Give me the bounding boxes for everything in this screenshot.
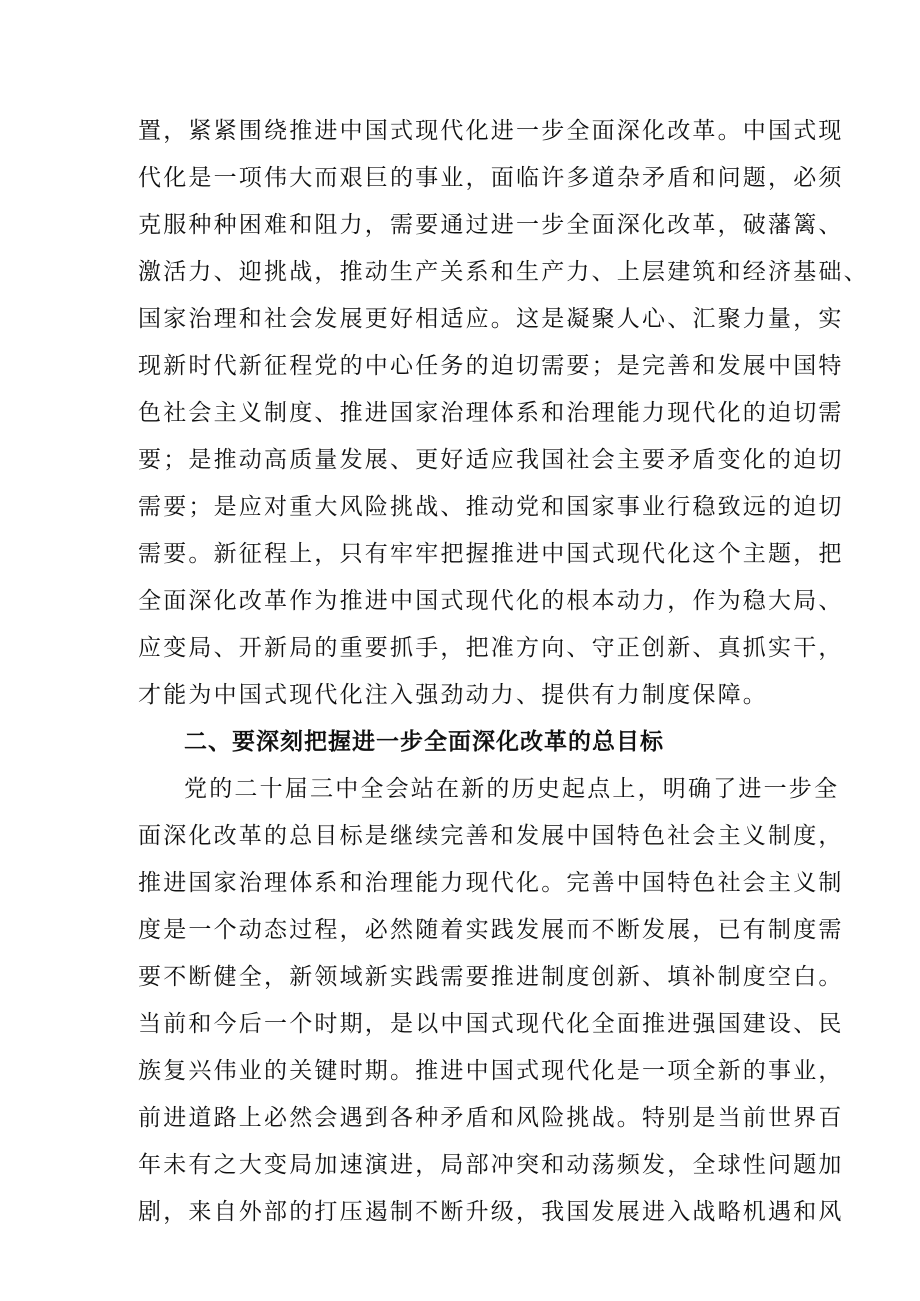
text-line: 现新时代新征程党的中心任务的迫切需要；是完善和发展中国特 xyxy=(138,353,844,379)
text-line: 克服种种困难和阻力，需要通过进一步全面深化改革，破藩篱、 xyxy=(138,212,844,238)
text-line: 激活力、迎挑战，推动生产关系和生产力、上层建筑和经济基础、 xyxy=(138,259,869,285)
text-line: 族复兴伟业的关键时期。推进中国式现代化是一项全新的事业， xyxy=(138,1058,844,1084)
text-line: 要不断健全，新领域新实践需要推进制度创新、填补制度空白。 xyxy=(138,964,844,990)
text-line: 前进道路上必然会遇到各种矛盾和风险挑战。特别是当前世界百 xyxy=(138,1105,844,1131)
text-line: 年未有之大变局加速演进，局部冲突和动荡频发，全球性问题加 xyxy=(138,1152,844,1178)
text-line: 度是一个动态过程，必然随着实践发展而不断发展，已有制度需 xyxy=(138,917,844,943)
text-line: 当前和今后一个时期，是以中国式现代化全面推进强国建设、民 xyxy=(138,1011,844,1037)
text-line: 要；是推动高质量发展、更好适应我国社会主要矛盾变化的迫切 xyxy=(138,447,844,473)
text-line: 才能为中国式现代化注入强劲动力、提供有力制度保障。 xyxy=(138,682,768,708)
text-line: 全面深化改革作为推进中国式现代化的根本动力，作为稳大局、 xyxy=(138,588,844,614)
text-line: 党的二十届三中全会站在新的历史起点上，明确了进一步全 xyxy=(184,776,840,802)
section-heading: 二、要深刻把握进一步全面深化改革的总目标 xyxy=(184,729,664,755)
text-line: 色社会主义制度、推进国家治理体系和治理能力现代化的迫切需 xyxy=(138,400,844,426)
text-line: 需要；是应对重大风险挑战、推动党和国家事业行稳致远的迫切 xyxy=(138,494,844,520)
text-line: 剧，来自外部的打压遏制不断升级，我国发展进入战略机遇和风 xyxy=(138,1199,844,1225)
text-line: 国家治理和社会发展更好相适应。这是凝聚人心、汇聚力量，实 xyxy=(138,306,844,332)
text-line: 面深化改革的总目标是继续完善和发展中国特色社会主义制度， xyxy=(138,823,844,849)
text-line: 代化是一项伟大而艰巨的事业，面临许多道杂矛盾和问题，必须 xyxy=(138,165,844,191)
text-line: 应变局、开新局的重要抓手，把准方向、守正创新、真抓实干， xyxy=(138,635,844,661)
text-line: 需要。新征程上，只有牢牢把握推进中国式现代化这个主题，把 xyxy=(138,541,844,567)
text-line: 推进国家治理体系和治理能力现代化。完善中国特色社会主义制 xyxy=(138,870,844,896)
text-line: 置，紧紧围绕推进中国式现代化进一步全面深化改革。中国式现 xyxy=(138,118,844,144)
